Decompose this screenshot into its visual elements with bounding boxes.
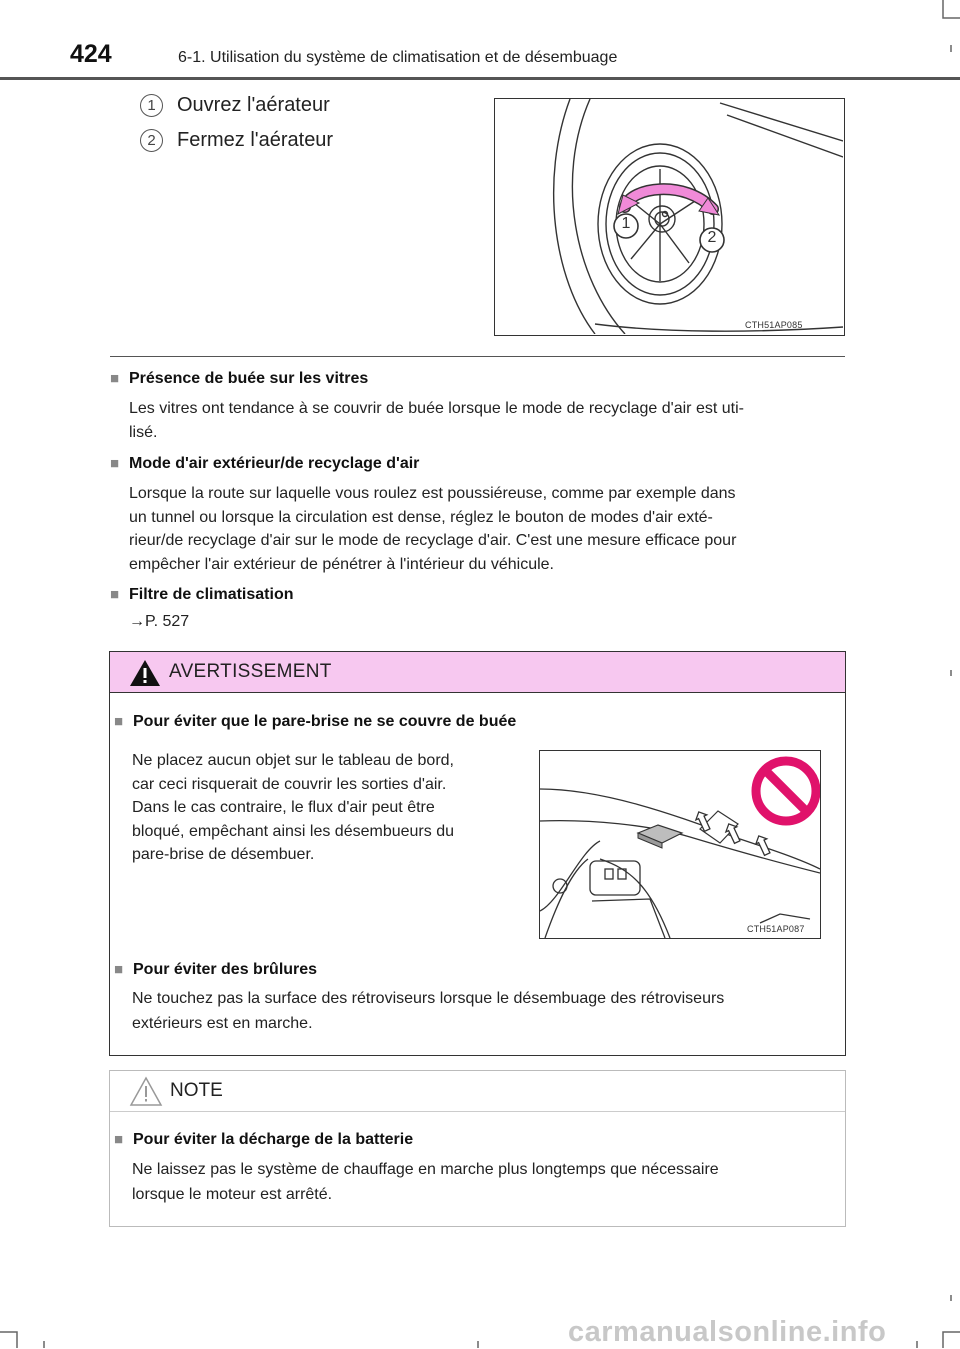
text-line: extérieurs est en marche. bbox=[132, 1014, 313, 1032]
text-line: rieur/de recyclage d'air sur le mode de recyclage d'air. C'est une mesure efficace pour bbox=[129, 532, 737, 549]
dashboard-illustration bbox=[540, 751, 820, 938]
callout-label-open: Ouvrez l'aérateur bbox=[177, 94, 330, 116]
callout-label-close: Fermez l'aérateur bbox=[177, 129, 334, 151]
callout-number-2: 2 bbox=[140, 129, 163, 152]
text-line: un tunnel ou lorsque la circulation est dense, réglez le bouton de modes d'air exté- bbox=[129, 508, 713, 526]
warning-item-title-windshield: Pour éviter que le pare-brise ne se couvre de buée bbox=[133, 713, 517, 730]
text-line: lorsque le moteur est arrêté. bbox=[132, 1185, 333, 1203]
bullet-square-icon: ■ bbox=[110, 455, 120, 472]
air-vent-illustration bbox=[495, 99, 843, 334]
callout-number-1: 1 bbox=[140, 94, 163, 117]
notice-item-title-battery: Pour éviter la décharge de la batterie bbox=[133, 1131, 414, 1148]
reference-link[interactable] bbox=[129, 613, 189, 631]
warning-box bbox=[109, 651, 846, 1056]
section-title-air-mode: Mode d'air extérieur/de recyclage d'air bbox=[129, 455, 420, 472]
warning-title: AVERTISSEMENT bbox=[169, 661, 332, 682]
warning-item-body-windshield bbox=[132, 749, 516, 867]
page-number: 424 bbox=[70, 40, 112, 68]
text-line: Ne placez aucun objet sur le tableau de bord, bbox=[132, 752, 454, 769]
section-body-fog bbox=[129, 397, 840, 444]
section-title-filter: Filtre de climatisation bbox=[129, 586, 294, 603]
section-divider bbox=[110, 356, 845, 357]
notice-header bbox=[110, 1071, 845, 1112]
chapter-title: 6-1. Utilisation du système de climatisation et de désembuage bbox=[178, 49, 618, 66]
notice-title: NOTE bbox=[170, 1080, 223, 1101]
text-line: bloqué, empêchant ainsi les désembueurs du bbox=[132, 822, 454, 840]
bullet-square-icon: ■ bbox=[114, 713, 124, 730]
figure-air-vent bbox=[494, 98, 845, 336]
text-line: Dans le cas contraire, le flux d'air peut être bbox=[132, 799, 435, 816]
arrow-right-icon: → bbox=[129, 613, 145, 630]
text-line: Lorsque la route sur laquelle vous roulez est poussiéreuse, comme par exemple dans bbox=[129, 485, 736, 502]
reference-text: P. 527 bbox=[145, 613, 190, 630]
text-line: pare-brise de désembuer. bbox=[132, 846, 315, 863]
text-line: Ne touchez pas la surface des rétroviseurs lorsque le désembuage des rétroviseurs bbox=[132, 990, 725, 1007]
text-line: empêcher l'air extérieur de pénétrer à l'intérieur du véhicule. bbox=[129, 555, 554, 573]
watermark: carmanualsonline.info bbox=[568, 1316, 887, 1348]
figure-dashboard bbox=[539, 750, 821, 939]
section-title-fog: Présence de buée sur les vitres bbox=[129, 370, 369, 387]
figure-code-vent: CTH51AP085 bbox=[745, 320, 803, 330]
text-line: car ceci risquerait de couvrir les sorties d'air. bbox=[132, 775, 447, 793]
warning-triangle-icon bbox=[128, 658, 162, 688]
figure-code-dashboard: CTH51AP087 bbox=[747, 924, 805, 934]
bullet-square-icon: ■ bbox=[114, 961, 124, 978]
bullet-square-icon: ■ bbox=[110, 586, 120, 603]
notice-item-body-battery bbox=[132, 1158, 832, 1207]
figure-marker-1: 1 bbox=[621, 215, 631, 232]
figure-marker-2: 2 bbox=[707, 229, 717, 246]
text-line: lisé. bbox=[129, 423, 158, 441]
caution-triangle-icon bbox=[129, 1076, 163, 1107]
warning-item-title-burns: Pour éviter des brûlures bbox=[133, 961, 318, 978]
bullet-square-icon: ■ bbox=[114, 1131, 124, 1148]
warning-header bbox=[110, 652, 845, 693]
warning-item-body-burns bbox=[132, 987, 832, 1036]
notice-box bbox=[109, 1070, 846, 1227]
section-body-air-mode bbox=[129, 482, 840, 576]
text-line: Les vitres ont tendance à se couvrir de buée lorsque le mode de recyclage d'air est uti- bbox=[129, 400, 744, 417]
text-line: Ne laissez pas le système de chauffage en marche plus longtemps que nécessaire bbox=[132, 1161, 719, 1178]
bullet-square-icon: ■ bbox=[110, 370, 120, 387]
